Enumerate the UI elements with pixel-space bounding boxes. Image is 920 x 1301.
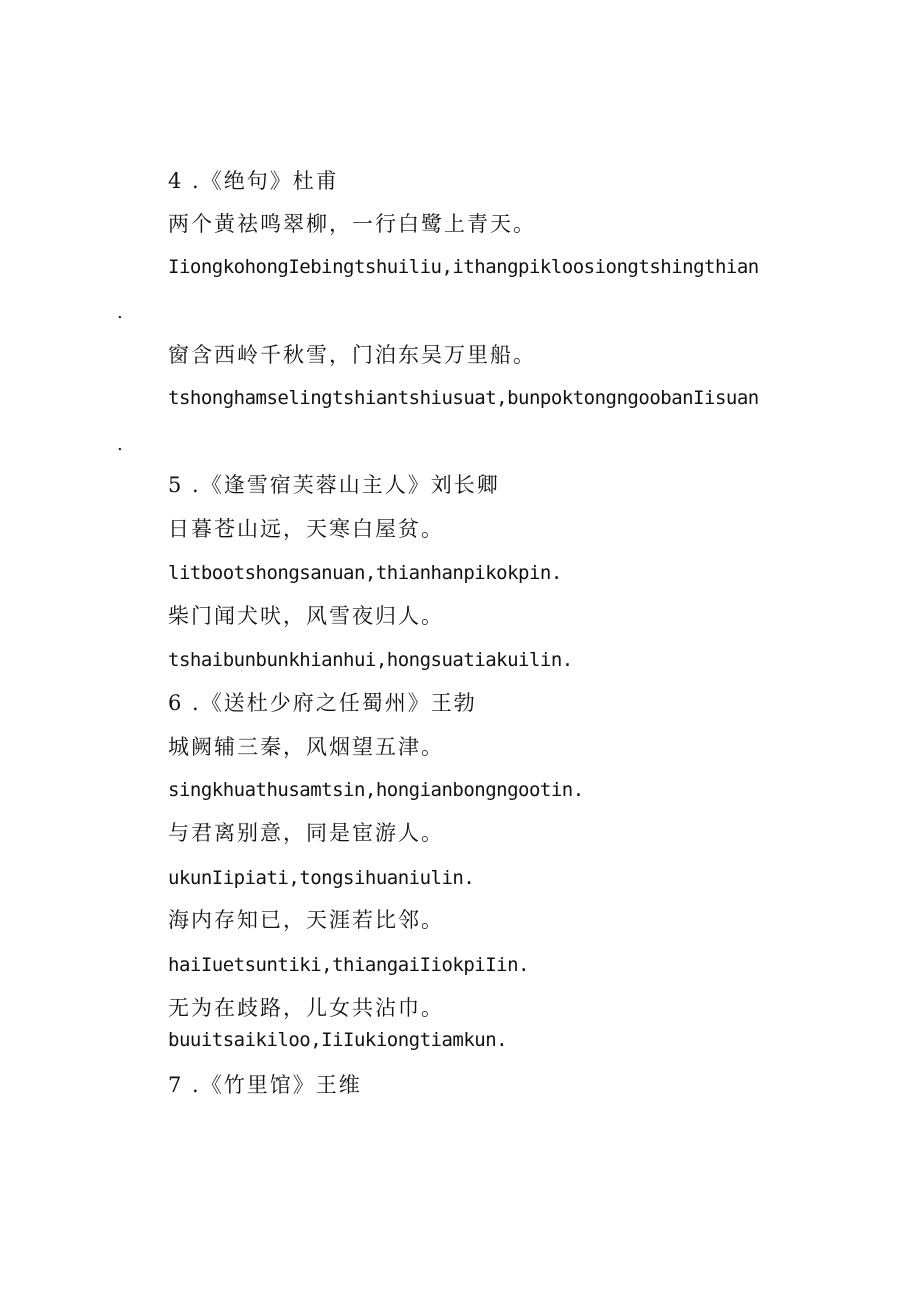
poem-line-romanization: IiongkohongIebingtshuiliu,ithangpikloosiongtshingthian — [168, 256, 759, 278]
poem-line-romanization: singkhuathusamtsin,hongianbongngootin. — [168, 779, 584, 801]
dot-mark: . — [117, 302, 123, 323]
poem-line-chinese: 柴门闻犬吠，风雪夜归人。 — [168, 604, 444, 628]
heading-poem-5: 5 .《逢雪宿芙蓉山主人》刘长卿 — [168, 473, 500, 497]
poem-line-chinese: 日暮苍山远，天寒白屋贫。 — [168, 517, 444, 541]
poem-line-chinese: 海内存知已，天涯若比邻。 — [168, 908, 444, 932]
poem-line-romanization: tshaibunbunkhianhui,hongsuatiakuilin. — [168, 649, 573, 671]
poem-line-romanization: haiIuetsuntiki,thiangaiIiokpiIin. — [168, 954, 529, 976]
poem-line-romanization: litbootshongsanuan,thianhanpikokpin. — [168, 562, 562, 584]
heading-poem-7: 7 .《竹里馆》王维 — [168, 1073, 362, 1097]
poem-line-romanization: tshonghamselingtshiantshiusuat,bunpoktongngoobanIisuan — [168, 387, 759, 409]
poem-line-romanization: ukunIipiati,tongsihuaniulin. — [168, 867, 475, 889]
poem-line-chinese: 窗含西岭千秋雪，门泊东吴万里船。 — [168, 343, 536, 367]
poem-line-chinese: 两个黄祛鸣翠柳，一行白鹭上青天。 — [168, 212, 536, 236]
poem-line-chinese: 与君离别意，同是宦游人。 — [168, 821, 444, 845]
heading-poem-4: 4 .《绝句》杜甫 — [168, 169, 339, 193]
dot-mark: . — [117, 434, 123, 455]
poem-line-chinese: 城阙辅三秦，风烟望五津。 — [168, 735, 444, 759]
poem-line-chinese: 无为在歧路，儿女共沾巾。 — [168, 996, 444, 1020]
heading-poem-6: 6 .《送杜少府之任蜀州》王勃 — [168, 691, 477, 715]
poem-line-romanization: buuitsaikiloo,IiIukiongtiamkun. — [168, 1029, 508, 1051]
